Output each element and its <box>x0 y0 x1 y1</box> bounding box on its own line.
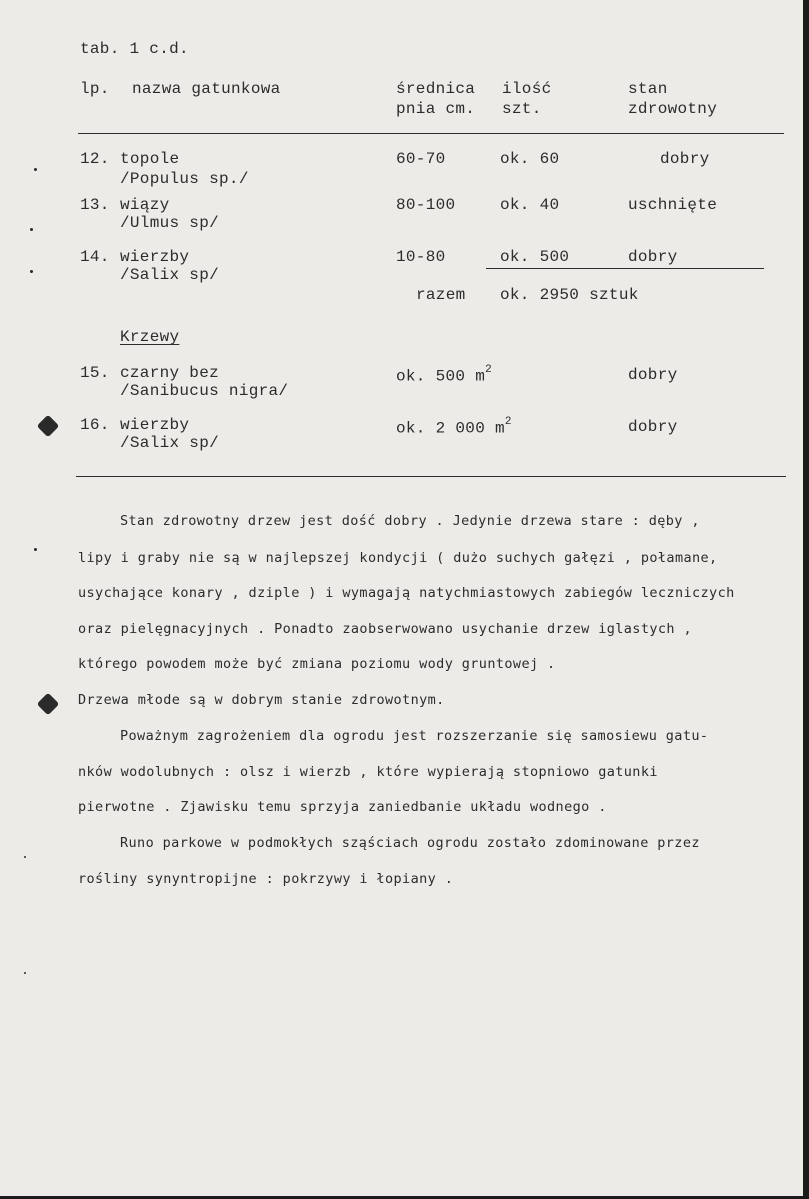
body-line-8: nków wodolubnych : olsz i wierzb , które wypierają stopniowo gatunki <box>78 764 658 780</box>
row-15-latin: /Sanibucus nigra/ <box>120 382 289 400</box>
col-header-lp: lp. <box>80 80 110 98</box>
punch-hole-mark <box>37 693 60 716</box>
speck <box>34 168 37 171</box>
col-header-diameter-2: pnia cm. <box>396 100 476 118</box>
row-12-state: dobry <box>660 150 710 168</box>
speck <box>24 972 26 974</box>
row-13-name: wiązy <box>120 196 170 214</box>
row-16-area: ok. 2 000 $m^2$ <box>396 416 512 438</box>
table-end-divider <box>76 476 786 477</box>
body-line-7: Poważnym zagrożeniem dla ogrodu jest rozszerzanie się samosiewu gatu- <box>120 728 709 744</box>
row-12-number: 12. <box>80 150 110 168</box>
row-13-count: ok. 40 <box>500 196 560 214</box>
sum-underline <box>486 268 764 269</box>
row-12-latin: /Populus sp./ <box>120 170 249 188</box>
body-line-2: lipy i graby nie są w najlepszej kondycji ( dużo suchych gałęzi , połamane, <box>78 550 718 566</box>
row-14-name: wierzby <box>120 248 190 266</box>
col-header-species: nazwa gatunkowa <box>132 80 281 98</box>
row-14-diameter: 10-80 <box>396 248 446 266</box>
speck <box>34 548 37 551</box>
speck <box>24 856 26 858</box>
row-16-name: wierzby <box>120 416 190 434</box>
col-header-count-2: szt. <box>502 100 542 118</box>
punch-hole-mark <box>37 415 60 438</box>
scan-edge-right <box>803 0 809 1199</box>
col-header-count-1: ilość <box>502 80 552 98</box>
total-value: ok. 2950 sztuk <box>500 286 639 304</box>
row-14-count: ok. 500 <box>500 248 570 266</box>
row-15-state: dobry <box>628 366 678 384</box>
body-line-10: Runo parkowe w podmokłych sząściach ogrodu zostało zdominowane przez <box>120 835 700 851</box>
row-16-latin: /Salix sp/ <box>120 434 220 452</box>
col-header-diameter-1: średnica <box>396 80 476 98</box>
total-label: razem <box>416 286 466 304</box>
body-line-3: usychające konary , dziple ) i wymagają natychmiastowych zabiegów leczniczych <box>78 585 735 601</box>
row-16-state: dobry <box>628 418 678 436</box>
body-line-11: rośliny synyntropijne : pokrzywy i łopiany . <box>78 871 454 887</box>
header-divider <box>78 133 784 134</box>
row-13-latin: /Ulmus sp/ <box>120 214 220 232</box>
col-header-state-2: zdrowotny <box>628 100 718 118</box>
col-header-state-1: stan <box>628 80 668 98</box>
row-12-name: topole <box>120 150 180 168</box>
row-14-number: 14. <box>80 248 110 266</box>
row-14-latin: /Salix sp/ <box>120 266 220 284</box>
table-caption: tab. 1 c.d. <box>80 40 189 58</box>
body-line-9: pierwotne . Zjawisku temu sprzyja zaniedbanie układu wodnego . <box>78 799 607 815</box>
section-heading-shrubs: Krzewy <box>120 328 180 346</box>
speck <box>30 228 33 231</box>
row-12-diameter: 60-70 <box>396 150 446 168</box>
row-13-diameter: 80-100 <box>396 196 456 214</box>
row-15-area: ok. 500 $m^2$ <box>396 364 493 386</box>
row-15-number: 15. <box>80 364 110 382</box>
body-line-6: Drzewa młode są w dobrym stanie zdrowotnym. <box>78 692 445 708</box>
row-16-number: 16. <box>80 416 110 434</box>
body-line-5: którego powodem może być zmiana poziomu wody gruntowej . <box>78 656 556 672</box>
speck <box>30 270 33 273</box>
row-12-count: ok. 60 <box>500 150 560 168</box>
row-14-state: dobry <box>628 248 678 266</box>
row-13-state: uschnięte <box>628 196 718 214</box>
body-line-4: oraz pielęgnacyjnych . Ponadto zaobserwowano usychanie drzew iglastych , <box>78 621 692 637</box>
row-13-number: 13. <box>80 196 110 214</box>
body-line-1: Stan zdrowotny drzew jest dość dobry . Jedynie drzewa stare : dęby , <box>120 513 700 529</box>
row-15-name: czarny bez <box>120 364 220 382</box>
